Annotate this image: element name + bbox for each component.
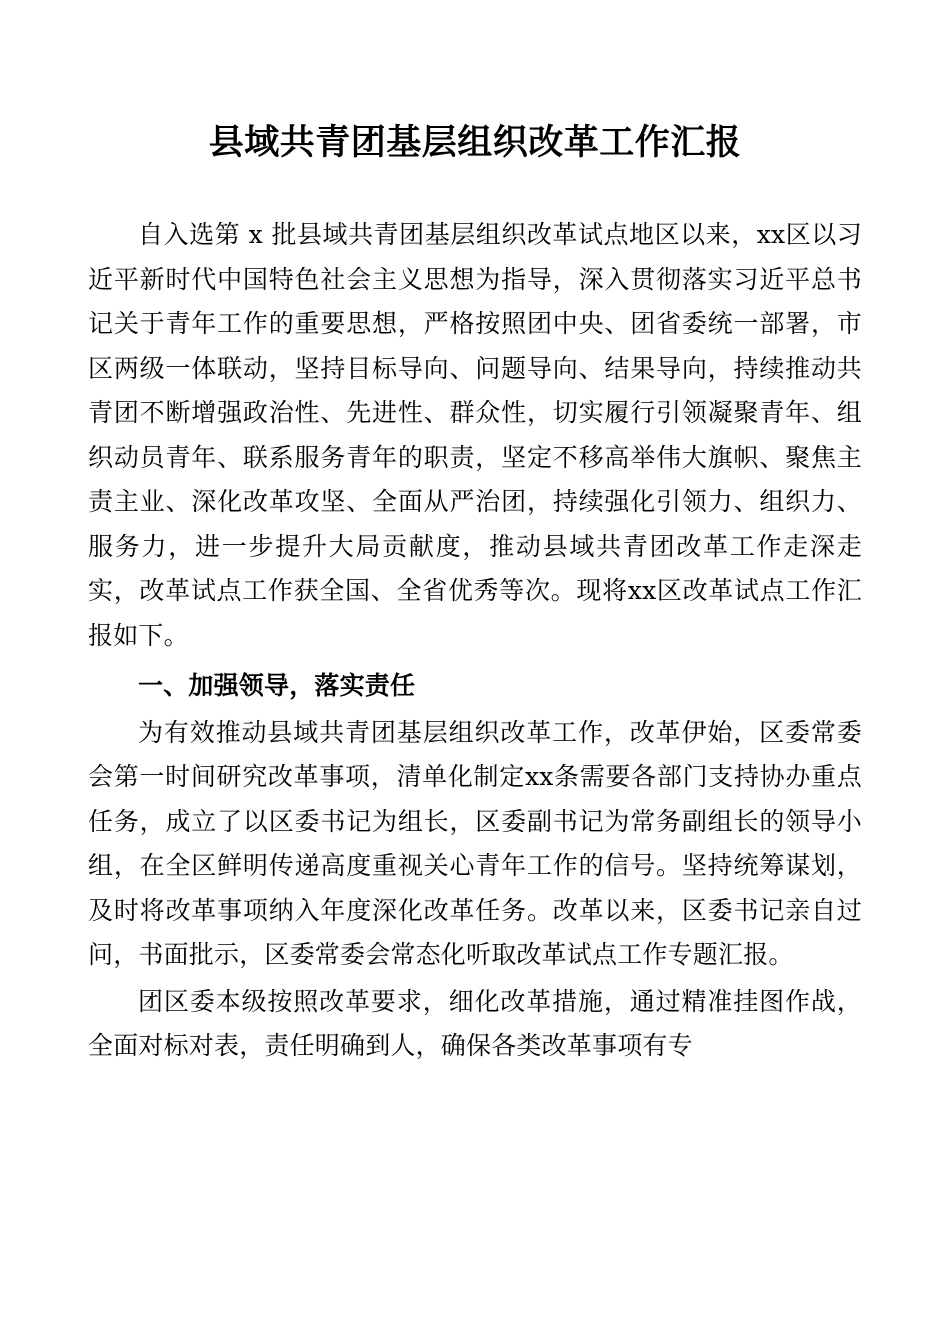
- body-paragraph: 团区委本级按照改革要求，细化改革措施，通过精准挂图作战，全面对标对表，责任明确到人，确保各类改革事项有专: [88, 986, 862, 1061]
- page-title: 县域共青团基层组织改革工作汇报: [208, 123, 742, 163]
- section-heading: 一、加强领导，落实责任: [138, 671, 416, 701]
- body-paragraph: 自入选第 x 批县域共青团基层组织改革试点地区以来，xx区以习近平新时代中国特色社会主义思想为指导，深入贯彻落实习近平总书记关于青年工作的重要思想，严格按照团中央、团省委统一部署，市区两级一体联动，坚持目标导向、问题导向、结果导向，持续推动共青团不断增强政治性、先进性、群众性，切实履行引领凝聚青年、组织动员青年、联系服务青年的职责，坚定不移高举伟大旗帜、聚焦主责主业、深化改革攻坚、全面从严治团，持续强化引领力、组织力、服务力，进一步提升大局贡献度，推动县域共青团改革工作走深走实，改革试点工作获全国、全省优秀等次。现将xx区改革试点工作汇报如下。: [88, 220, 862, 650]
- body-paragraph: 为有效推动县域共青团基层组织改革工作，改革伊始，区委常委会第一时间研究改革事项，清单化制定xx条需要各部门支持协办重点任务，成立了以区委书记为组长，区委副书记为常务副组长的领导小组，在全区鲜明传递高度重视关心青年工作的信号。坚持统筹谋划，及时将改革事项纳入年度深化改革任务。改革以来，区委书记亲自过问，书面批示，区委常委会常态化听取改革试点工作专题汇报。: [88, 717, 862, 970]
